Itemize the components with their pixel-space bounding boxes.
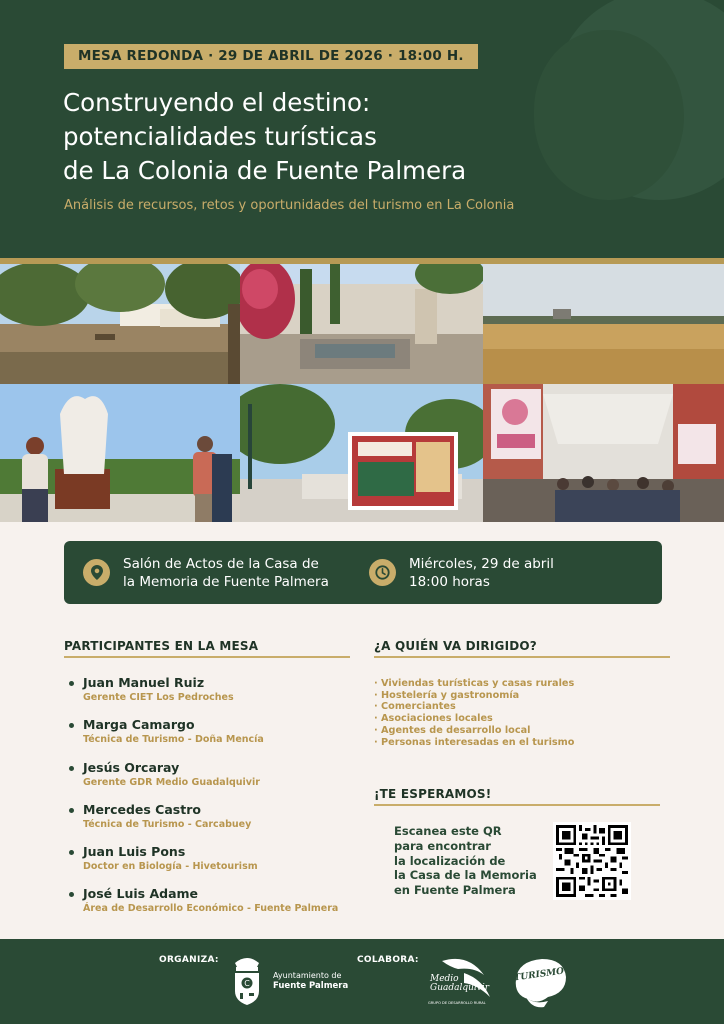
svg-text:C: C bbox=[244, 979, 250, 988]
bullet-icon bbox=[69, 850, 74, 855]
participant-role: Gerente GDR Medio Guadalquivir bbox=[83, 776, 260, 788]
datetime-text bbox=[409, 555, 554, 591]
qr-line: Escanea este QR bbox=[394, 824, 502, 838]
audience-list bbox=[374, 678, 664, 748]
participant-role: Área de Desarrollo Económico - Fuente Palmera bbox=[83, 903, 339, 915]
participants-heading: PARTICIPANTES EN LA MESA bbox=[64, 639, 259, 653]
park-photo bbox=[0, 264, 240, 384]
participant-item bbox=[64, 760, 354, 802]
event-info-bar bbox=[64, 541, 662, 604]
location-pin-icon bbox=[83, 559, 110, 586]
organiza-label: ORGANIZA: bbox=[159, 955, 219, 965]
location-line-2: la Memoria de Fuente Palmera bbox=[123, 573, 329, 590]
turismo-logo bbox=[508, 953, 570, 1009]
bullet-icon bbox=[69, 723, 74, 728]
qr-line: en Fuente Palmera bbox=[394, 883, 516, 898]
audience-item: · Comerciantes bbox=[374, 701, 456, 713]
gdr-logo-line-2: Guadalquivir bbox=[430, 983, 490, 993]
participants-divider bbox=[64, 656, 350, 658]
fountain-photo bbox=[240, 264, 483, 384]
participant-role: Técnica de Turismo - Carcabuey bbox=[83, 818, 252, 830]
audience-item: · Agentes de desarrollo local bbox=[374, 724, 531, 736]
datetime-block bbox=[369, 541, 554, 604]
ayuntamiento-line-2: Fuente Palmera bbox=[273, 981, 349, 991]
participant-role: Gerente CIET Los Pedroches bbox=[83, 692, 234, 703]
photo-grid bbox=[0, 264, 724, 522]
welcome-divider bbox=[374, 804, 660, 806]
participant-item bbox=[64, 717, 354, 759]
participants-list bbox=[64, 675, 354, 929]
audience-heading: ¿A QUIÉN VA DIRIGIDO? bbox=[374, 639, 537, 653]
ayuntamiento-line-1: Ayuntamiento de bbox=[273, 971, 342, 980]
event-date-tag: MESA REDONDA · 29 DE ABRIL DE 2026 · 18:00 H. bbox=[64, 44, 478, 69]
header bbox=[0, 0, 724, 258]
poster-billboard-photo bbox=[240, 384, 483, 522]
participant-name: Marga Camargo bbox=[83, 717, 195, 733]
gdr-logo-line-1: Medio bbox=[430, 974, 459, 984]
participant-item bbox=[64, 844, 354, 886]
participant-role: Doctor en Biología - Hivetourism bbox=[83, 861, 258, 873]
qr-instructions bbox=[394, 824, 544, 898]
date-line: Miércoles, 29 de abril bbox=[409, 555, 554, 572]
participant-item bbox=[64, 802, 354, 844]
wheat-field-photo bbox=[483, 264, 724, 384]
qr-line: para encontrar bbox=[394, 838, 491, 853]
location-line-1: Salón de Actos de la Casa de bbox=[123, 555, 319, 572]
event-title bbox=[63, 86, 623, 188]
title-line-3: de La Colonia de Fuente Palmera bbox=[63, 156, 467, 185]
participant-name: José Luis Adame bbox=[83, 886, 199, 902]
qr-line: la Casa de la Memoria bbox=[394, 868, 537, 883]
audience-item: · Hostelería y gastronomía bbox=[374, 689, 520, 701]
participant-name: Mercedes Castro bbox=[83, 801, 201, 817]
bullet-icon bbox=[69, 766, 74, 771]
qr-code-icon[interactable] bbox=[553, 822, 631, 900]
audience-divider bbox=[374, 656, 670, 658]
audience-item: · Personas interesadas en el turismo bbox=[374, 736, 575, 748]
title-line-1: Construyendo el destino: bbox=[63, 88, 371, 117]
gdr-subtitle: GRUPO DE DESARROLLO RURAL bbox=[428, 1001, 486, 1005]
location-text bbox=[123, 555, 329, 591]
wedding-street-photo bbox=[483, 384, 724, 522]
participant-role: Técnica de Turismo - Doña Mencía bbox=[83, 734, 264, 746]
title-line-2: potencialidades turísticas bbox=[63, 122, 377, 151]
audience-item: · Viviendas turísticas y casas rurales bbox=[374, 678, 575, 689]
qr-line: la localización de bbox=[394, 853, 506, 868]
coat-of-arms-icon bbox=[229, 953, 265, 1009]
participant-item bbox=[64, 886, 354, 928]
participant-name: Juan Manuel Ruiz bbox=[83, 675, 205, 690]
welcome-heading: ¡TE ESPERAMOS! bbox=[374, 787, 492, 801]
bullet-icon bbox=[69, 892, 74, 897]
location-block bbox=[83, 541, 329, 604]
ayuntamiento-name bbox=[273, 971, 348, 991]
participant-name: Juan Luis Pons bbox=[83, 844, 186, 860]
audience-item: · Asociaciones locales bbox=[374, 713, 493, 725]
turismo-logo-text: TURISMO bbox=[513, 966, 565, 984]
bullet-icon bbox=[69, 681, 74, 686]
sculpture-photo bbox=[0, 384, 240, 522]
participant-name: Jesús Orcaray bbox=[83, 759, 180, 775]
colabora-label: COLABORA: bbox=[357, 955, 419, 965]
footer bbox=[0, 939, 724, 1024]
clock-icon bbox=[369, 559, 396, 586]
event-subtitle: Análisis de recursos, retos y oportunidades del turismo en La Colonia bbox=[64, 198, 515, 213]
gdr-medio-guadalquivir-logo bbox=[428, 953, 498, 1011]
bullet-icon bbox=[69, 808, 74, 813]
time-line: 18:00 horas bbox=[409, 573, 490, 590]
gdr-logo-text bbox=[430, 975, 489, 993]
ayuntamiento-logo bbox=[229, 953, 348, 1009]
participant-item bbox=[64, 675, 354, 717]
